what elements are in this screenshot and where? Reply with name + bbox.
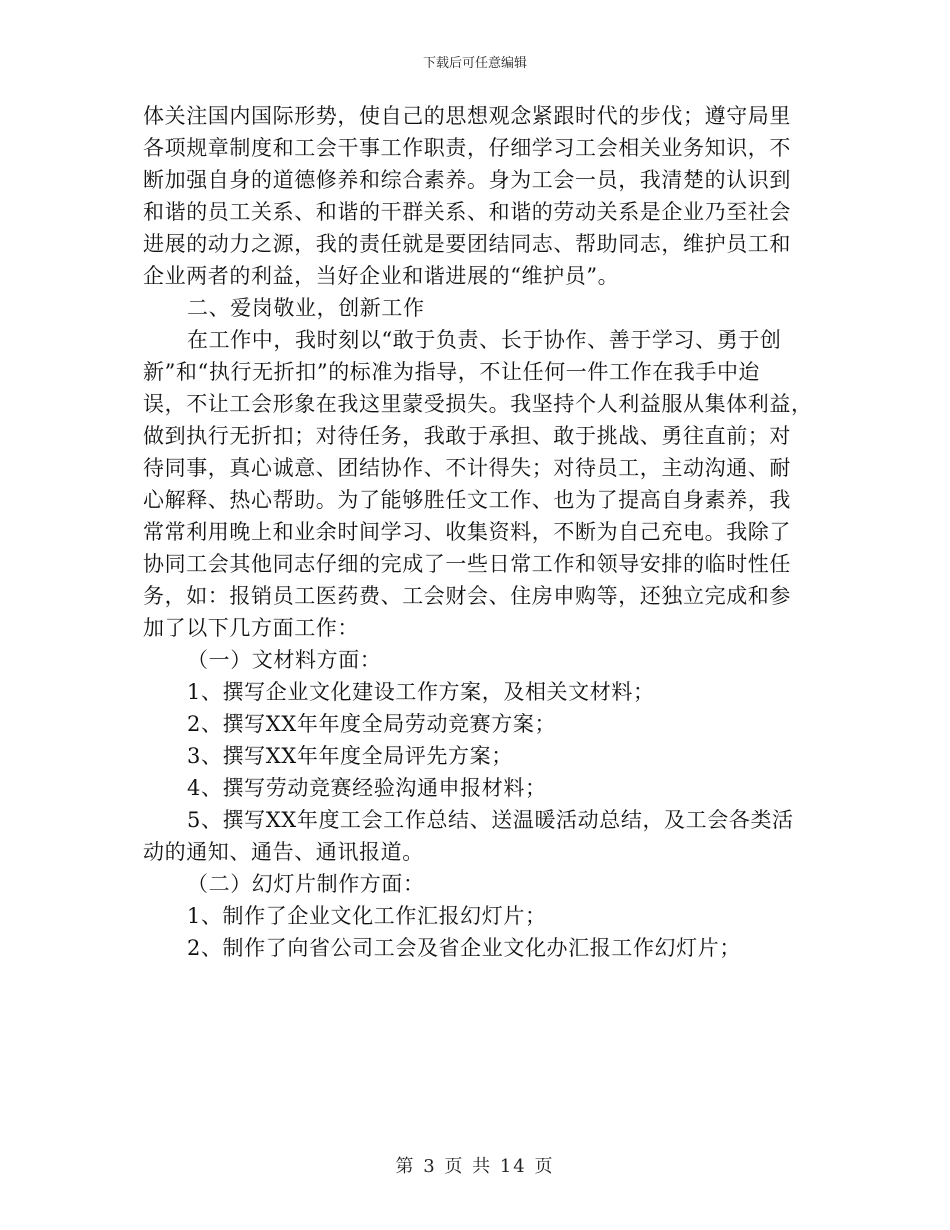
paragraph-line: 常常利用晚上和业余时间学习、收集资料，不断为自己充电。我除了 [143, 520, 791, 544]
paragraph-line: 加了以下几方面工作： [143, 616, 359, 640]
list-item-continuation: 动的通知、通告、通讯报道。 [143, 840, 424, 864]
paragraph-line: 体关注国内国际形势，使自己的思想观念紧跟时代的步伐；遵守局里 [143, 104, 791, 128]
page-header-note: 下载后可任意编辑 [422, 56, 527, 71]
list-item: 2、制作了向省公司工会及省企业文化办汇报工作幻灯片； [187, 936, 741, 960]
section-heading: 二、爱岗敬业，创新工作 [187, 296, 425, 320]
list-item: 3、撰写XX年年度全局评先方案； [187, 744, 513, 768]
paragraph-line: 断加强自身的道德修养和综合素养。身为工会一员，我清楚的认识到 [143, 168, 791, 192]
paragraph-line: 进展的动力之源，我的责任就是要团结同志、帮助同志，维护员工和 [143, 232, 791, 256]
page-number: 第 3 页 共 14 页 [395, 1156, 555, 1177]
subsection-heading: （二）幻灯片制作方面： [187, 872, 425, 896]
paragraph-line: 误，不让工会形象在我这里蒙受损失。我坚持个人利益服从集体利益， [143, 392, 813, 416]
list-item: 4、撰写劳动竞赛经验沟通申报材料； [187, 776, 547, 800]
subsection-heading: （一）文材料方面： [187, 648, 382, 672]
paragraph-line: 新”和“执行无折扣”的标准为指导，不让任何一件工作在我手中迨 [143, 360, 761, 384]
paragraph-line: 务，如：报销员工医药费、工会财会、住房申购等，还独立完成和参 [143, 584, 791, 608]
paragraph-line: 企业两者的利益，当好企业和谐进展的“维护员”。 [143, 264, 620, 288]
paragraph-line: 在工作中，我时刻以“敢于负责、长于协作、善于学习、勇于创 [187, 328, 782, 352]
paragraph-line: 协同工会其他同志仔细的完成了一些日常工作和领导安排的临时性任 [143, 552, 791, 576]
paragraph-line: 心解释、热心帮助。为了能够胜任文工作、也为了提高自身素养，我 [143, 488, 791, 512]
paragraph-line: 和谐的员工关系、和谐的干群关系、和谐的劳动关系是企业乃至社会 [143, 200, 791, 224]
list-item: 5、撰写XX年度工会工作总结、送温暖活动总结，及工会各类活 [187, 808, 794, 832]
paragraph-line: 做到执行无折扣；对待任务，我敢于承担、敢于挑战、勇往直前；对 [143, 424, 791, 448]
list-item: 1、撰写企业文化建设工作方案，及相关文材料； [187, 680, 655, 704]
document-body [143, 100, 813, 964]
list-item: 2、撰写XX年年度全局劳动竞赛方案； [187, 712, 557, 736]
paragraph-line: 待同事，真心诚意、团结协作、不计得失；对待员工，主动沟通、耐 [143, 456, 791, 480]
paragraph-line: 各项规章制度和工会干事工作职责，仔细学习工会相关业务知识，不 [143, 136, 791, 160]
list-item: 1、制作了企业文化工作汇报幻灯片； [187, 904, 547, 928]
